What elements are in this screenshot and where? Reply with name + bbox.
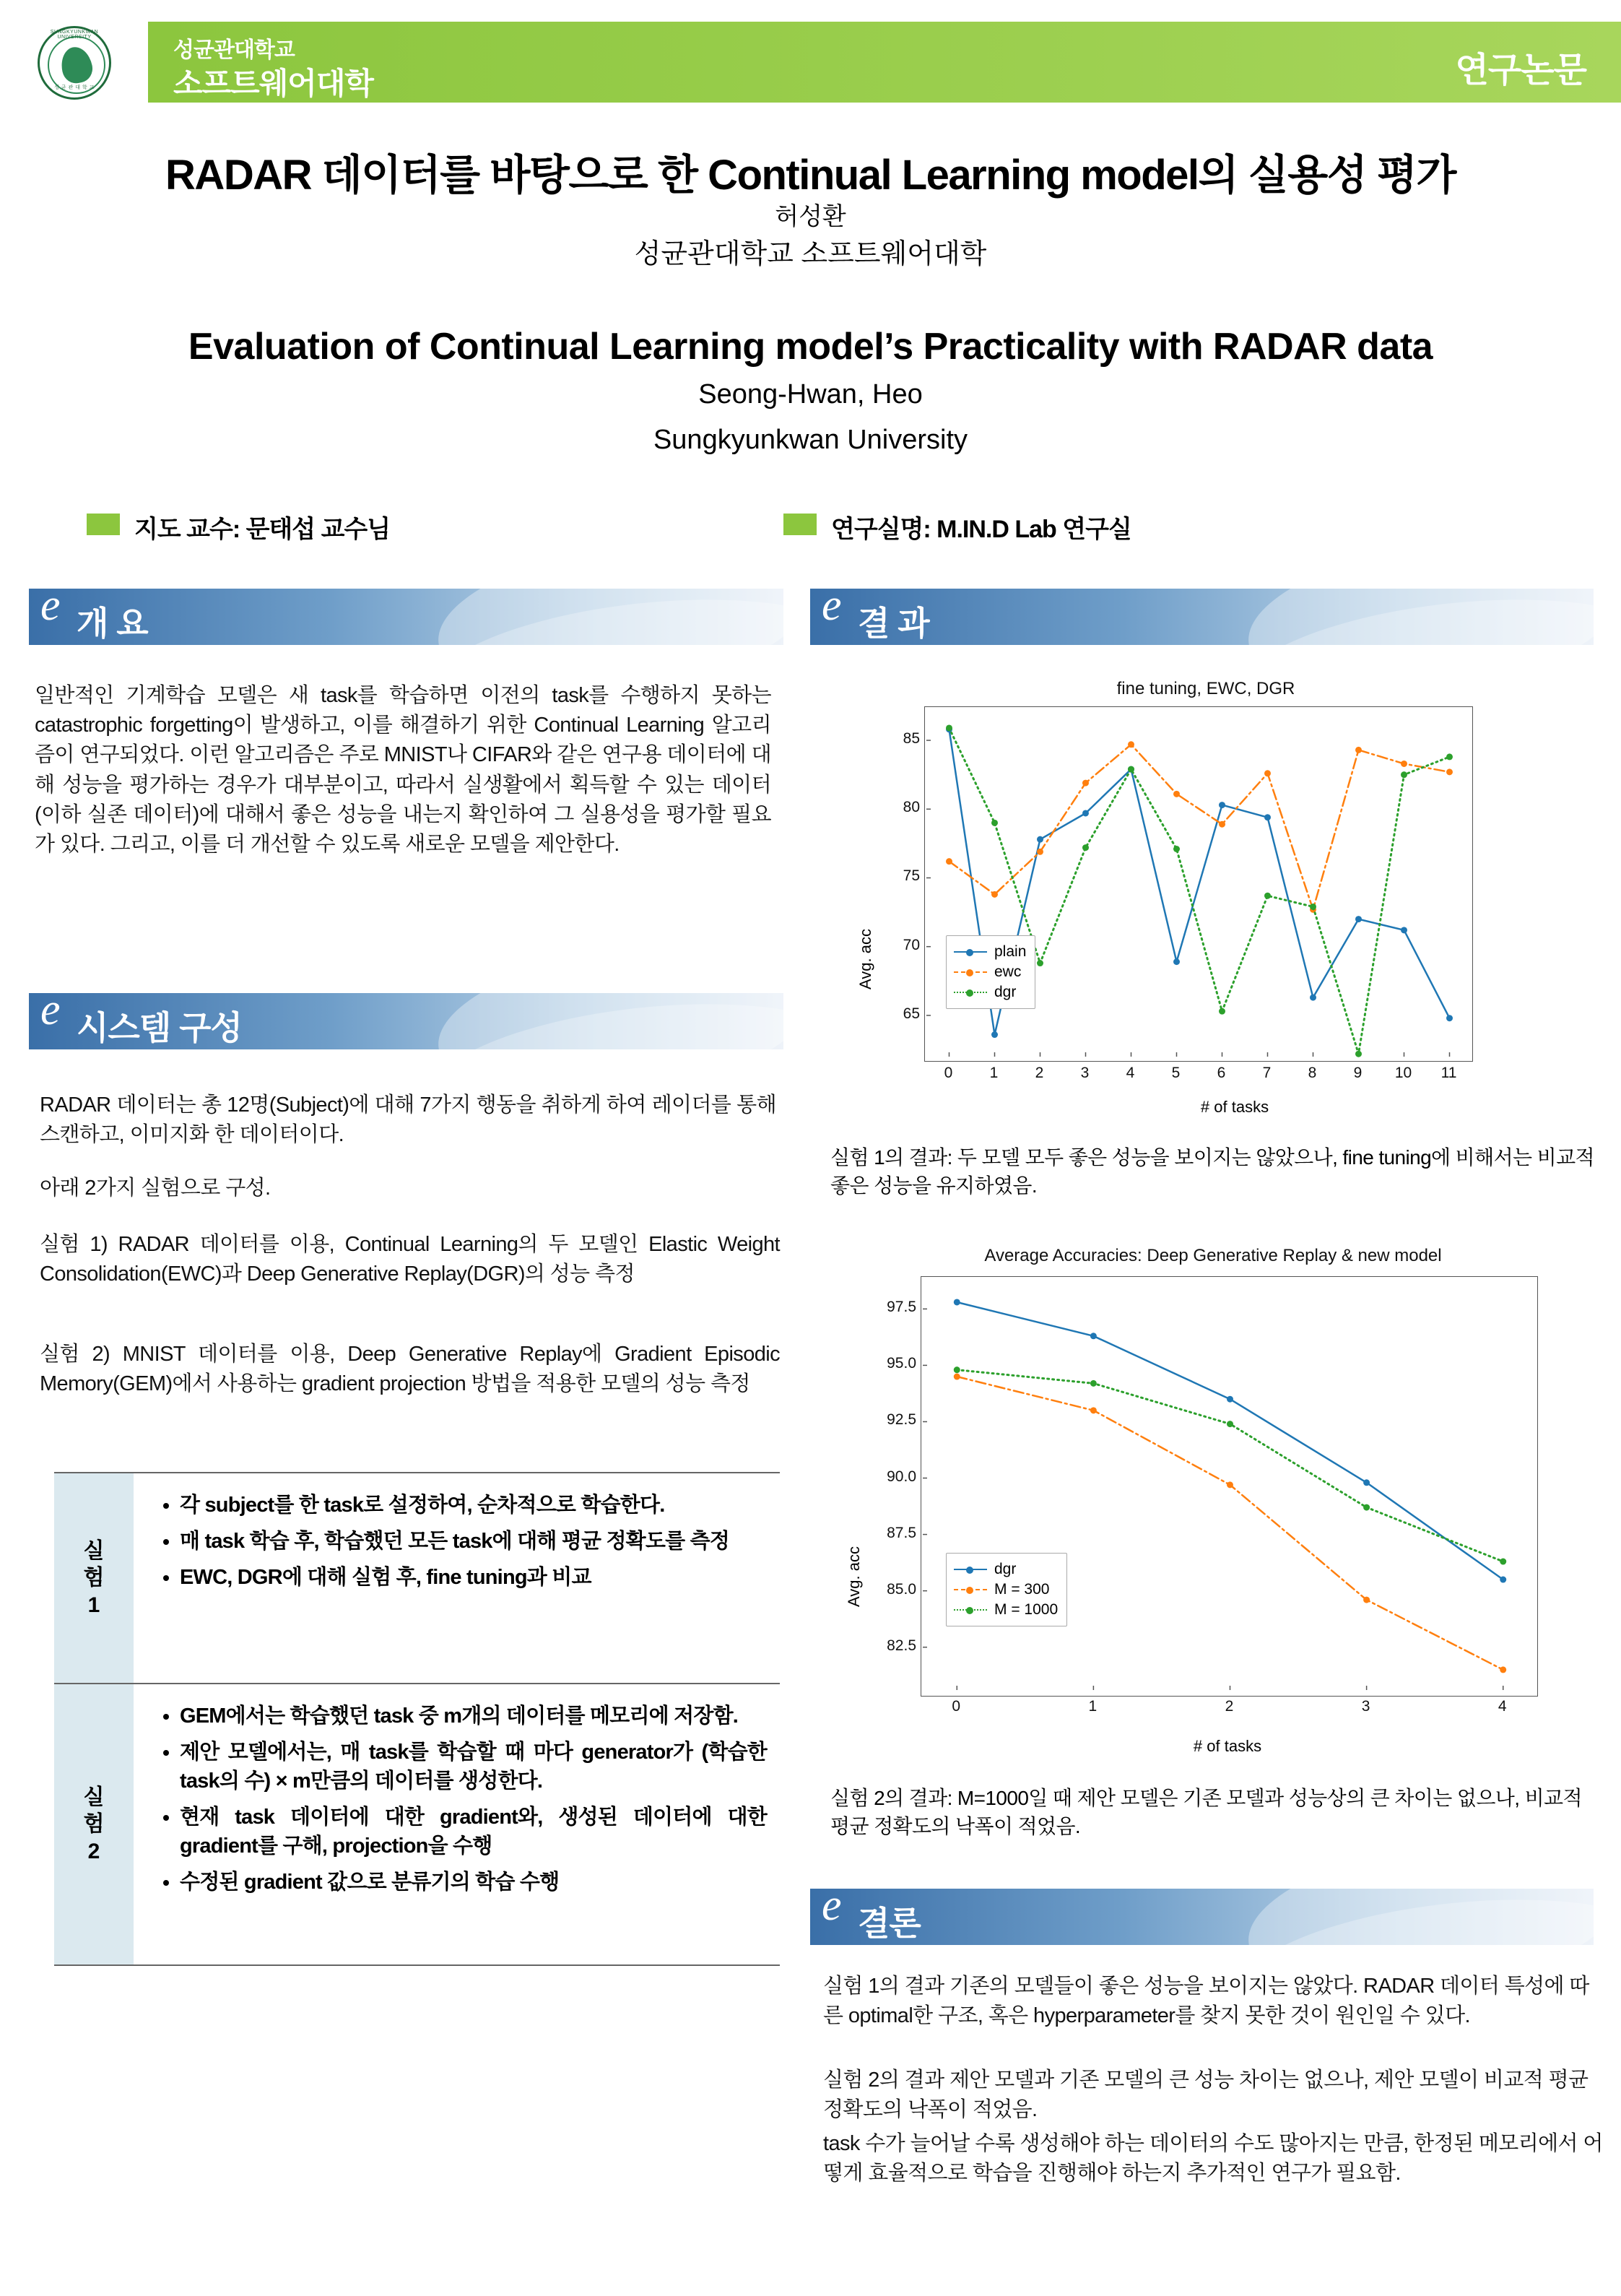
section-title-system: 시스템 구성 xyxy=(77,1009,242,1047)
conclusion-paragraph-1: 실험 1의 결과 기존의 모델들이 좋은 성능을 보이지는 않았다. RADAR 데이터 특성에 따른 optimal한 구조, 혹은 hyperparameter를 찾지 못한 것이 원인일 수 있다. xyxy=(823,1975,1589,2028)
list-item: • 수정된 gradient 값으로 분류기의 학습 수행 xyxy=(180,1868,767,1897)
x-tick-label: 10 xyxy=(1394,1065,1412,1081)
e-logo-icon: e xyxy=(822,1889,842,1930)
list-item: • EWC, DGR에 대해 실험 후, fine tuning과 비교 xyxy=(180,1563,767,1592)
e-logo-icon: e xyxy=(822,589,842,630)
y-tick-label: 90.0 xyxy=(887,1468,916,1485)
row-label-line: 험 xyxy=(83,1566,105,1590)
x-tick-label: 5 xyxy=(1171,1065,1181,1081)
chart-experiment-2 xyxy=(830,1246,1596,1766)
university-logo xyxy=(29,23,137,103)
results-caption-1: 실험 1의 결과: 두 모델 모두 좋은 성능을 보이지는 않았으나, fine tuning에 비해서는 비교적 좋은 성능을 유지하였음. xyxy=(830,1146,1594,1197)
section-header-results xyxy=(810,589,1594,645)
x-tick-label: 0 xyxy=(944,1065,953,1081)
affiliation-english: Sungkyunkwan University xyxy=(653,425,968,455)
legend-label: M = 1000 xyxy=(994,1601,1059,1618)
legend-line-icon xyxy=(954,971,987,973)
row-content-experiment-1 xyxy=(134,1473,780,1683)
seal-top-text: SUNGKYUNKWAN UNIVERSITY xyxy=(50,30,99,40)
legend-line-icon xyxy=(954,992,987,993)
legend-label: dgr xyxy=(994,984,1017,1000)
legend-item xyxy=(954,1559,1058,1580)
list-item: • 현재 task 데이터에 대한 gradient와, 생성된 데이터에 대한 gradient를 구해, projection을 수행 xyxy=(180,1803,767,1860)
legend-marker-icon xyxy=(966,969,973,976)
legend-label: ewc xyxy=(994,963,1022,980)
conclusion-paragraph-2: 실험 2의 결과 제안 모델과 기존 모델의 큰 성능 차이는 없으나, 제안 모델이 비교적 평균 정확도의 낙폭이 적었음. xyxy=(823,2068,1589,2122)
y-tick-label: 65 xyxy=(903,1005,920,1022)
list-item: • GEM에서는 학습했던 task 중 m개의 데이터를 메모리에 저장함. xyxy=(180,1702,767,1730)
legend-marker-icon xyxy=(966,1587,973,1594)
system-paragraph-4: 실험 2) MNIST 데이터를 이용, Deep Generative Replay에 Gradient Episodic Memory(GEM)에서 사용하는 gradient projection 방법을 적용한 모델의 성능 측정 xyxy=(40,1343,780,1396)
e-logo-icon: e xyxy=(40,993,61,1034)
x-tick-label: 3 xyxy=(1080,1065,1090,1081)
title-english: Evaluation of Continual Learning model’s Practicality with RADAR data xyxy=(188,326,1433,368)
chart-legend xyxy=(946,935,1035,1009)
chart-xlabel: # of tasks xyxy=(1193,1737,1262,1755)
table-row xyxy=(54,1683,780,1964)
chart-experiment-1 xyxy=(830,679,1581,1127)
system-paragraph-3: 실험 1) RADAR 데이터를 이용, Continual Learning의 두 모델인 Elastic Weight Consolidation(EWC)과 Deep Generative Replay(DGR)의 성능 측정 xyxy=(40,1233,780,1286)
list-item: • 매 task 학습 후, 학습했던 모든 task에 대해 평균 정확도를 측정 xyxy=(180,1527,767,1556)
y-tick-label: 85.0 xyxy=(887,1580,916,1598)
row-label-line: 1 xyxy=(87,1593,100,1617)
y-tick-label: 70 xyxy=(903,936,920,953)
lab-text: 연구실명: M.IN.D Lab 연구실 xyxy=(831,516,1131,543)
chart-ylabel: Avg. acc xyxy=(856,929,874,989)
legend-label: M = 300 xyxy=(994,1581,1050,1598)
legend-label: plain xyxy=(994,943,1027,960)
row-label-line: 2 xyxy=(87,1839,100,1863)
y-tick-label: 87.5 xyxy=(887,1524,916,1541)
x-tick-label: 0 xyxy=(952,1698,961,1715)
legend-marker-icon xyxy=(966,949,973,956)
row-label-experiment-1 xyxy=(54,1473,134,1683)
legend-line-icon xyxy=(954,951,987,953)
y-tick-label: 92.5 xyxy=(887,1411,916,1429)
author-korean: 허성환 xyxy=(775,203,846,230)
section-header-overview xyxy=(29,589,783,645)
legend-marker-icon xyxy=(966,1607,973,1614)
section-header-conclusion xyxy=(810,1889,1594,1945)
e-logo-icon: e xyxy=(40,589,61,630)
system-paragraph-2: 아래 2가지 실험으로 구성. xyxy=(40,1177,271,1200)
system-paragraph-1: RADAR 데이터는 총 12명(Subject)에 대해 7가지 행동을 취하게 하여 레이더를 통해 스캔하고, 이미지화 한 데이터이다. xyxy=(40,1093,776,1147)
y-tick-label: 85 xyxy=(903,730,920,748)
x-tick-label: 7 xyxy=(1262,1065,1272,1081)
results-caption-2: 실험 2의 결과: M=1000일 때 제안 모델은 기존 모델과 성능상의 큰 차이는 없으나, 비교적 평균 정확도의 낙폭이 적었음. xyxy=(830,1787,1582,1838)
chart-title: Average Accuracies: Deep Generative Replay & new model xyxy=(984,1246,1442,1265)
advisor-text: 지도 교수: 문태섭 교수님 xyxy=(134,516,391,543)
row-label-experiment-2 xyxy=(54,1684,134,1964)
lab-marker-icon xyxy=(783,514,817,535)
legend-marker-icon xyxy=(966,1567,973,1574)
x-tick-label: 4 xyxy=(1498,1698,1507,1715)
row-label-line: 실 xyxy=(83,1785,105,1809)
legend-label: dgr xyxy=(994,1561,1017,1577)
plot-area xyxy=(921,1276,1538,1697)
legend-line-icon xyxy=(954,1569,987,1570)
chart-legend xyxy=(946,1553,1067,1626)
header-university-name: 성균관대학교 xyxy=(173,38,295,62)
overview-body: 일반적인 기계학습 모델은 새 task를 학습하면 이전의 task를 수행하지 못하는 catastrophic forgetting이 발생하고, 이를 해결하기 위한 Continual Learning 알고리즘이 연구되었다. 이런 알고리즘은 주로 MNIST나 CIFAR와 같은 연구용 데이터에 대해 성능을 평가하는 경우가 대부분이고, 따라서 실생활에서 획득할 수 있는 데이터(이하 실존 데이터)에 대해서 좋은 성능을 내는지 확인하여 그 실용성을 평가할 필요가 있다. 그리고, 이를 더 개선할 수 있도록 새로운 모델을 제안한다. xyxy=(35,684,771,856)
legend-item xyxy=(954,1580,1058,1600)
row-label-line: 험 xyxy=(83,1812,105,1837)
list-item: • 각 subject를 한 task로 설정하여, 순차적으로 학습한다. xyxy=(180,1491,767,1520)
y-tick-label: 82.5 xyxy=(887,1637,916,1654)
chart-xlabel: # of tasks xyxy=(1200,1098,1269,1116)
x-tick-label: 11 xyxy=(1440,1065,1457,1081)
row-content-experiment-2 xyxy=(134,1684,780,1964)
legend-item xyxy=(954,962,1026,982)
section-header-system xyxy=(29,993,783,1049)
page-header xyxy=(0,22,1621,112)
x-tick-label: 8 xyxy=(1308,1065,1317,1081)
y-tick-label: 97.5 xyxy=(887,1299,916,1316)
x-tick-label: 2 xyxy=(1035,1065,1044,1081)
tiger-icon xyxy=(58,44,95,86)
y-tick-label: 80 xyxy=(903,799,920,816)
section-title-conclusion: 결론 xyxy=(858,1905,921,1942)
row-label-line: 실 xyxy=(83,1538,105,1563)
legend-item xyxy=(954,942,1026,962)
legend-marker-icon xyxy=(966,989,973,997)
affiliation-korean: 성균관대학교 소프트웨어대학 xyxy=(634,239,987,269)
legend-line-icon xyxy=(954,1609,987,1611)
x-tick-label: 6 xyxy=(1217,1065,1226,1081)
x-tick-label: 3 xyxy=(1361,1698,1370,1715)
x-tick-label: 9 xyxy=(1353,1065,1363,1081)
section-title-overview: 개 요 xyxy=(77,605,148,642)
table-row xyxy=(54,1473,780,1683)
y-tick-label: 75 xyxy=(903,867,920,885)
advisor-marker-icon xyxy=(87,514,120,535)
legend-item xyxy=(954,982,1026,1002)
x-tick-label: 1 xyxy=(989,1065,999,1081)
y-tick-label: 95.0 xyxy=(887,1355,916,1372)
header-college-name: 소프트웨어대학 xyxy=(173,66,374,100)
legend-item xyxy=(954,1600,1058,1620)
x-tick-label: 1 xyxy=(1088,1698,1098,1715)
chart-ylabel: Avg. acc xyxy=(845,1546,863,1607)
section-title-results: 결 과 xyxy=(858,605,929,642)
conclusion-paragraph-3: task 수가 늘어날 수록 생성해야 하는 데이터의 수도 많아지는 만큼, 한정된 메모리에서 어떻게 효율적으로 학습을 진행해야 하는지 추가적인 연구가 필요함. xyxy=(823,2132,1603,2185)
header-badge: 연구논문 xyxy=(1455,51,1586,90)
author-english: Seong-Hwan, Heo xyxy=(698,379,923,410)
legend-line-icon xyxy=(954,1589,987,1590)
seal-bottom-text: 성 균 관 대 학 교 xyxy=(54,85,95,90)
title-korean: RADAR 데이터를 바탕으로 한 Continual Learning model의 실용성 평가 xyxy=(165,152,1456,199)
experiment-table xyxy=(54,1472,780,1966)
list-item: • 제안 모델에서는, 매 task를 학습할 때 마다 generator가 (학습한 task의 수) × m만큼의 데이터를 생성한다. xyxy=(180,1738,767,1795)
x-tick-label: 4 xyxy=(1126,1065,1135,1081)
x-tick-label: 2 xyxy=(1225,1698,1234,1715)
chart-title: fine tuning, EWC, DGR xyxy=(1116,679,1295,698)
